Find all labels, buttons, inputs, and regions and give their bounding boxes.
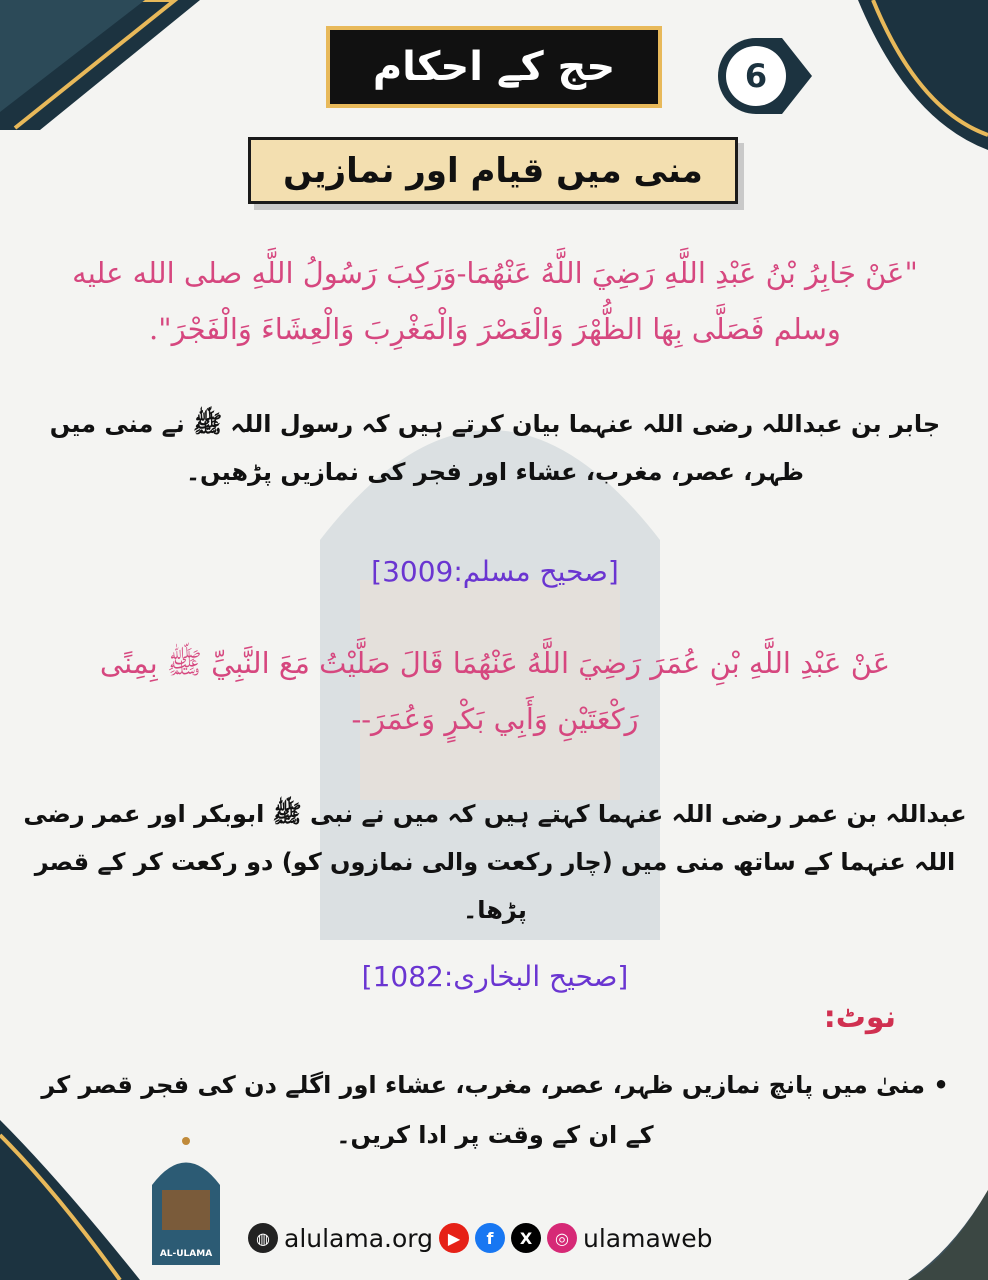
bottom-right-page-curl	[908, 1190, 988, 1280]
hadith-1-urdu-translation: جابر بن عبداللہ رضی اللہ عنہما بیان کرتے ہیں کہ رسول اللہ ﷺ نے منی میں ظہر، عصر، مغرب، عشاء اور فجر کی نمازیں پڑھیں۔	[49, 410, 941, 486]
x-icon[interactable]: X	[511, 1223, 541, 1253]
section-subtitle: منی میں قیام اور نمازیں	[248, 137, 738, 204]
footer-links	[248, 1218, 712, 1258]
instagram-icon[interactable]: ◎	[547, 1223, 577, 1253]
episode-number-badge	[700, 38, 812, 114]
page-title: حج کے احکام	[326, 26, 662, 108]
note-text: • منیٰ میں پانچ نمازیں ظہر، عصر، مغرب، عشاء اور اگلے دن کی فجر قصر کر کے ان کے وقت پر ادا کریں۔	[41, 1071, 949, 1149]
website-link[interactable]: alulama.org	[284, 1223, 433, 1253]
hadith-1-reference: [صحیح مسلم:3009]	[371, 555, 619, 588]
hadith-2-reference: [صحیح البخاری:1082]	[361, 960, 629, 993]
globe-icon: ◍	[248, 1223, 278, 1253]
episode-number: 6	[726, 46, 786, 106]
top-left-corner-ornament	[0, 0, 200, 130]
hadith-2-arabic: عَنْ عَبْدِ اللَّهِ بْنِ عُمَرَ رَضِيَ اللَّهُ عَنْهُمَا قَالَ صَلَّيْتُ مَعَ النَّبِيِّ ﷺ بِمِنًى رَكْعَتَيْنِ وَأَبِي بَكْرٍ وَعُمَرَ--	[99, 646, 891, 736]
hadith-1-arabic: "عَنْ جَابِرُ بْنُ عَبْدِ اللَّهِ رَضِيَ اللَّهُ عَنْهُمَا-وَرَكِبَ رَسُولُ اللَّهِ صلى الله عليه وسلم فَصَلَّى بِهَا الظُّهْرَ وَالْعَصْرَ وَالْمَغْرِبَ وَالْعِشَاءَ وَالْفَجْرَ".	[72, 256, 918, 346]
al-ulama-logo	[148, 1135, 224, 1265]
note-heading: نوٹ:	[823, 1000, 896, 1035]
social-handle[interactable]: ulamaweb	[583, 1223, 713, 1253]
logo-text: AL-ULAMA	[159, 1249, 213, 1259]
facebook-icon[interactable]: f	[475, 1223, 505, 1253]
hadith-2-urdu-translation: عبداللہ بن عمر رضی اللہ عنہما کہتے ہیں کہ میں نے نبی ﷺ ابوبکر اور عمر رضی اللہ عنہما کے ساتھ منی میں (چار رکعت والی نمازوں کو) دو رکعت کر کے قصر پڑھا۔	[23, 800, 967, 924]
youtube-icon[interactable]: ▶	[439, 1223, 469, 1253]
top-right-corner-ornament	[838, 0, 988, 150]
